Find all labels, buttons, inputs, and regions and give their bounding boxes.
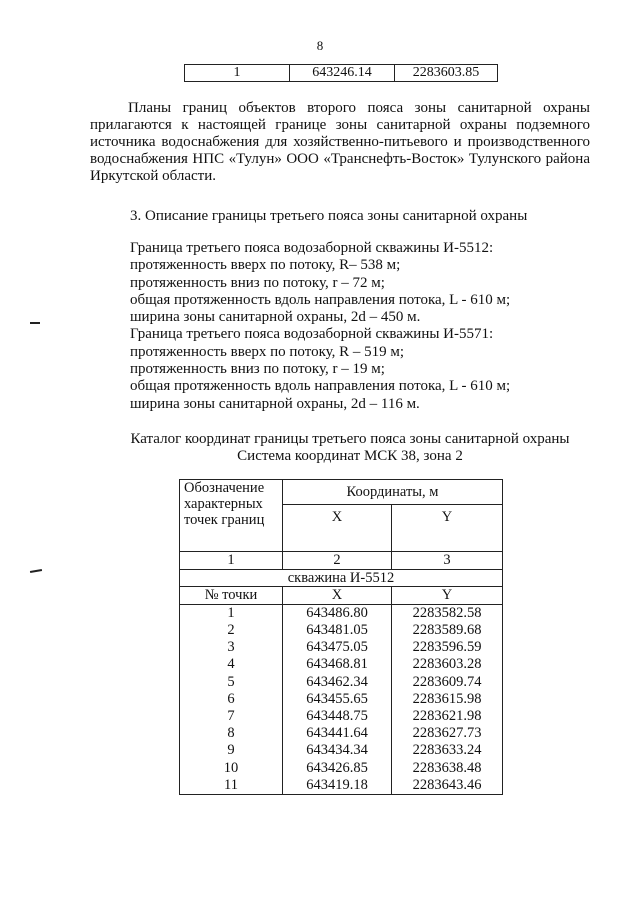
table-row: [180, 708, 503, 725]
y-cell: 2283589.68: [392, 622, 503, 639]
description-line: ширина зоны санитарной охраны, 2d – 116 м.: [130, 395, 420, 412]
y-cell: 2283596.59: [392, 639, 503, 656]
y-cell: 2283615.98: [392, 690, 503, 707]
catalog-heading: [0, 431, 640, 465]
description-line: протяженность вниз по потоку, r – 19 м;: [130, 361, 385, 378]
x-cell: 643455.65: [283, 690, 392, 707]
well-label: скважина И-5512: [180, 569, 503, 587]
description-line: общая протяженность вдоль направления потока, L - 610 м;: [130, 378, 511, 395]
section-heading: 3. Описание границы третьего пояса зоны санитарной охраны: [130, 208, 528, 224]
point-cell: 1: [180, 604, 283, 622]
header-y: Y: [392, 505, 503, 552]
continuation-table: [184, 64, 498, 82]
table-row: [180, 656, 503, 673]
y-cell: 2283638.48: [392, 759, 503, 776]
x-cell: 643462.34: [283, 673, 392, 690]
table-row: [185, 65, 498, 82]
table-row: [180, 776, 503, 794]
y-cell: 2283633.24: [392, 742, 503, 759]
point-cell: 10: [180, 759, 283, 776]
x-cell: 643448.75: [283, 708, 392, 725]
body-paragraph: [90, 100, 590, 185]
column-header-row: [180, 587, 503, 605]
description-line: протяженность вверх по потоку, R – 519 м;: [130, 343, 405, 360]
table-row: [180, 742, 503, 759]
well-row: [180, 569, 503, 587]
numbering-cell: 3: [392, 552, 503, 570]
x-cell: 643486.80: [283, 604, 392, 622]
x-cell: 643419.18: [283, 776, 392, 794]
point-cell: 3: [180, 639, 283, 656]
point-cell: 5: [180, 673, 283, 690]
point-cell: 2: [180, 622, 283, 639]
table-row: [180, 759, 503, 776]
catalog-title: Каталог координат границы третьего пояса зоны санитарной охраны: [130, 431, 570, 447]
y-coordinate-cell: 2283603.85: [395, 65, 498, 82]
table-header-row: [180, 480, 503, 505]
y-cell: 2283621.98: [392, 708, 503, 725]
table-row: [180, 639, 503, 656]
header-x: X: [283, 505, 392, 552]
column-header-point: № точки: [180, 587, 283, 605]
header-coords: Координаты, м: [283, 480, 503, 505]
description-line: ширина зоны санитарной охраны, 2d – 450 м.: [130, 309, 421, 326]
catalog-subtitle: Система координат МСК 38, зона 2: [237, 448, 463, 464]
point-number-cell: 1: [185, 65, 290, 82]
table-row: [180, 604, 503, 622]
point-cell: 11: [180, 776, 283, 794]
table-row: [180, 622, 503, 639]
numbering-cell: 1: [180, 552, 283, 570]
page-number: 8: [316, 38, 324, 53]
point-cell: 7: [180, 708, 283, 725]
y-cell: 2283603.28: [392, 656, 503, 673]
table-row: [180, 725, 503, 742]
point-cell: 8: [180, 725, 283, 742]
y-cell: 2283627.73: [392, 725, 503, 742]
table-row: [180, 673, 503, 690]
x-cell: 643481.05: [283, 622, 392, 639]
header-label: Обозначение характерных точек границ: [180, 480, 283, 552]
coordinates-table: [179, 479, 503, 795]
description-line: протяженность вниз по потоку, r – 72 м;: [130, 274, 385, 291]
x-cell: 643441.64: [283, 725, 392, 742]
x-cell: 643468.81: [283, 656, 392, 673]
point-cell: 9: [180, 742, 283, 759]
numbering-cell: 2: [283, 552, 392, 570]
point-cell: 4: [180, 656, 283, 673]
x-cell: 643475.05: [283, 639, 392, 656]
x-coordinate-cell: 643246.14: [290, 65, 395, 82]
description-line: общая протяженность вдоль направления потока, L - 610 м;: [130, 291, 511, 308]
x-cell: 643434.34: [283, 742, 392, 759]
description-line: протяженность вверх по потоку, R– 538 м;: [130, 257, 401, 274]
paragraph-text: Планы границ объектов второго пояса зоны санитарной охраны прилагаются к настоящей границе зоны санитарной охраны подземного источника водоснабжения для хозяйственно-питьевого и производственного водоснабжения НПС «Тулун» ООО «Транснефть-Восток» Тулунского района Иркутской области.: [90, 100, 590, 184]
boundary-description: [130, 240, 510, 413]
hole-punch-mark: [30, 322, 40, 324]
hole-punch-mark: [30, 569, 42, 573]
y-cell: 2283643.46: [392, 776, 503, 794]
table-row: [180, 690, 503, 707]
column-header-x: X: [283, 587, 392, 605]
description-line: Граница третьего пояса водозаборной скважины И-5571:: [130, 326, 494, 343]
x-cell: 643426.85: [283, 759, 392, 776]
y-cell: 2283582.58: [392, 604, 503, 622]
point-cell: 6: [180, 690, 283, 707]
column-header-y: Y: [392, 587, 503, 605]
numbering-row: [180, 552, 503, 570]
description-line: Граница третьего пояса водозаборной скважины И-5512:: [130, 240, 494, 256]
y-cell: 2283609.74: [392, 673, 503, 690]
